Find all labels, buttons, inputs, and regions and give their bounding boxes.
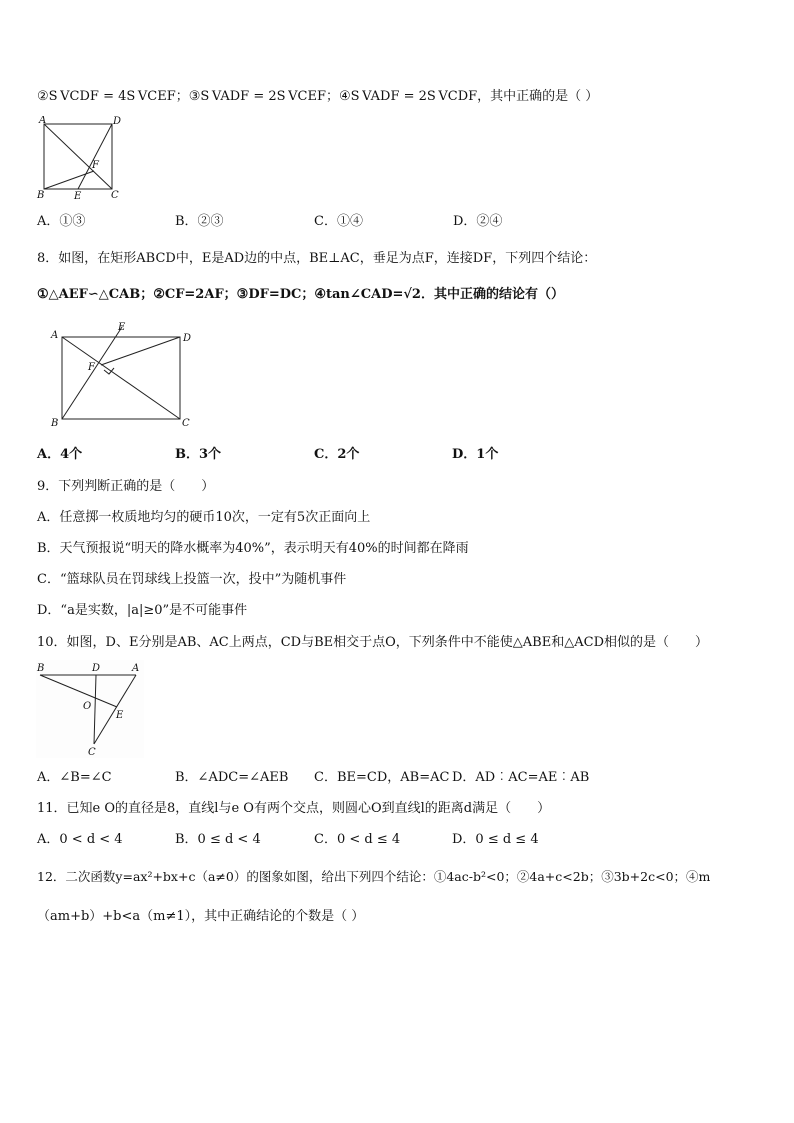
q7-label-d: D [113, 116, 122, 127]
q8-right-angle-mark [104, 368, 114, 374]
q8-label-e: E [118, 322, 126, 333]
q8-diagonal-ac [62, 337, 180, 419]
q7-conditions: ②S VCDF = 4S VCEF；③S VADF = 2S VCEF；④S VADF = 2S VCDF，其中正确的是（ ） [37, 89, 599, 104]
q10-stem: 10．如图，D、E分别是AB、AC上两点，CD与BE相交于点O，下列条件中不能使△ABE和△ACD相似的是（ ） [37, 635, 708, 650]
q10-option-c[interactable]: C．BE=CD，AB=AC [314, 770, 450, 785]
q8-option-d[interactable]: D．1个 [452, 447, 499, 462]
q8-figure [46, 320, 196, 432]
q9-option-d[interactable]: D．“a是实数，|a|≥0”是不可能事件 [37, 603, 248, 618]
q10-label-e: E [116, 710, 124, 721]
q9-stem: 9．下列判断正确的是（ ） [37, 479, 215, 494]
q11-option-b[interactable]: B．0 ≤ d < 4 [175, 832, 261, 847]
q10-label-b: B [37, 663, 45, 674]
q7-label-e: E [74, 191, 82, 202]
q7-label-f: F [92, 160, 99, 171]
q9-option-c[interactable]: C．“篮球队员在罚球线上投篮一次，投中”为随机事件 [37, 572, 347, 587]
q7-option-c[interactable]: C．①④ [314, 214, 363, 229]
q7-option-a[interactable]: A．①③ [37, 214, 86, 229]
q9-option-a[interactable]: A．任意掷一枚质地均匀的硬币10次，一定有5次正面向上 [37, 510, 371, 525]
q12-stem: 12．二次函数y=ax²+bx+c（a≠0）的图象如图，给出下列四个结论：①4ac-b²<0；②4a+c<2b；③3b+2c<0；④m [37, 869, 711, 884]
q8-label-b: B [51, 418, 59, 429]
q7-label-c: C [111, 190, 119, 201]
q12-stem-cont: （am+b）+b<a（m≠1），其中正确结论的个数是（ ） [37, 909, 365, 924]
q8-option-a[interactable]: A．4个 [37, 447, 83, 462]
q10-label-a: A [132, 663, 140, 674]
q10-option-b[interactable]: B．∠ADC=∠AEB [175, 770, 289, 785]
q9-option-b[interactable]: B．天气预报说“明天的降水概率为40%”，表示明天有40%的时间都在降雨 [37, 541, 469, 556]
q8-option-c[interactable]: C．2个 [314, 447, 360, 462]
q8-label-d: D [183, 333, 192, 344]
q8-stem: 8．如图，在矩形ABCD中，E是AD边的中点，BE⊥AC，垂足为点F，连接DF，下列四个结论： [37, 251, 597, 266]
q11-option-a[interactable]: A．0 < d < 4 [37, 832, 123, 847]
q8-conclusions: ①△AEF∽△CAB；②CF=2AF；③DF=DC；④tan∠CAD=√2．其中正确的结论有（） [37, 287, 564, 302]
q8-label-f: F [88, 362, 95, 373]
q7-line-de [78, 124, 112, 189]
q11-option-c[interactable]: C．0 < d ≤ 4 [314, 832, 401, 847]
q10-option-a[interactable]: A．∠B=∠C [37, 770, 112, 785]
q11-stem: 11．已知e O的直径是8，直线l与e O有两个交点，则圆心O到直线l的距离d满足（ ） [37, 801, 551, 816]
q10-label-d: D [92, 663, 101, 674]
q8-option-b[interactable]: B．3个 [175, 447, 222, 462]
q7-figure [36, 116, 126, 202]
q10-label-c: C [88, 747, 96, 758]
q10-figure [36, 660, 144, 758]
q7-label-a: A [39, 116, 47, 126]
q10-option-d[interactable]: D．AD︰AC=AE︰AB [452, 770, 590, 785]
q7-option-b[interactable]: B．②③ [175, 214, 224, 229]
q10-label-o: O [83, 701, 92, 712]
q8-label-a: A [51, 330, 59, 341]
q7-option-d[interactable]: D．②④ [453, 214, 503, 229]
q8-label-c: C [182, 418, 190, 429]
q11-option-d[interactable]: D．0 ≤ d ≤ 4 [452, 832, 539, 847]
q7-line-bf [44, 171, 94, 189]
q7-diagonal-ac [44, 124, 112, 189]
q7-label-b: B [37, 190, 45, 201]
